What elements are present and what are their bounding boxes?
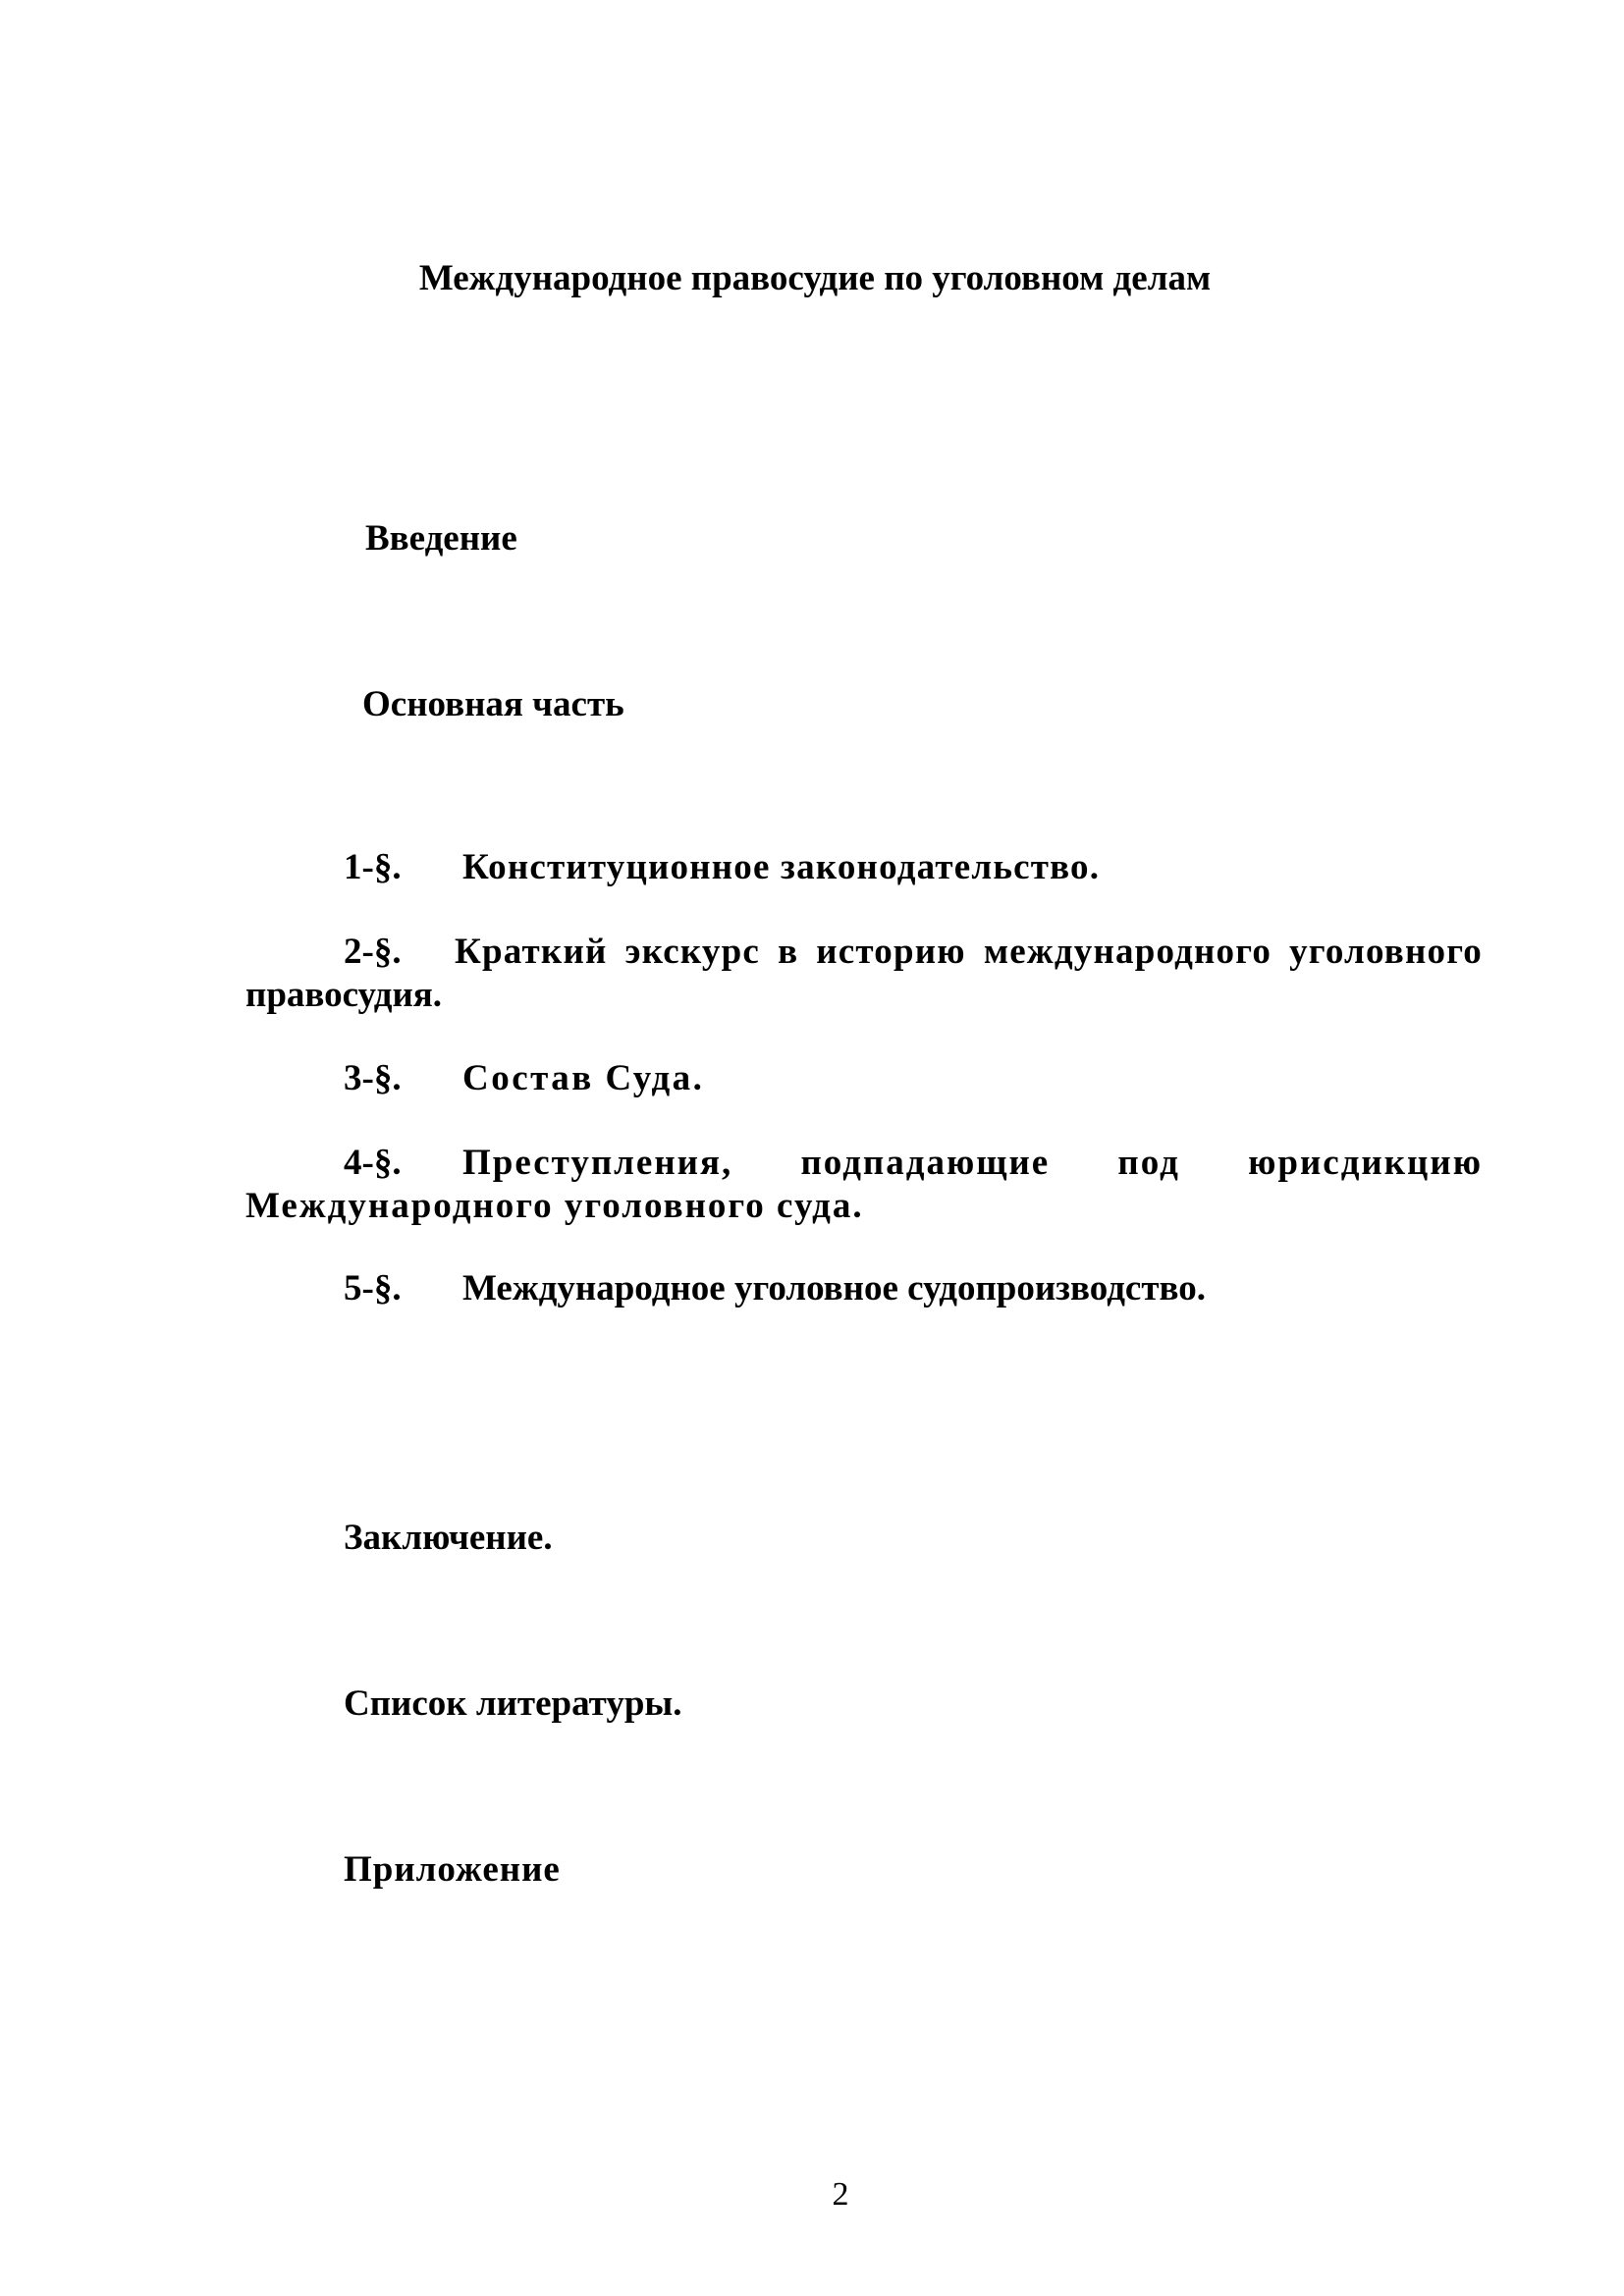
section-number: 5-§. bbox=[344, 1268, 402, 1308]
section-title-continuation: Международного уголовного суда. bbox=[245, 1186, 864, 1226]
section-number: 1-§. bbox=[344, 847, 402, 887]
document-title: Международное правосудие по уголовном делам bbox=[418, 258, 1212, 298]
section-title-continuation: правосудия. bbox=[245, 975, 443, 1015]
section-title-word: в bbox=[778, 932, 799, 972]
heading-literature: Список литературы. bbox=[344, 1683, 682, 1724]
section-title-word: Краткий bbox=[455, 932, 608, 972]
section-title-word: экскурс bbox=[624, 932, 761, 972]
heading-appendix: Приложение bbox=[344, 1849, 561, 1890]
section-title-word: историю bbox=[816, 932, 966, 972]
section-title bbox=[455, 931, 1483, 974]
section-number: 3-§. bbox=[344, 1058, 402, 1098]
section-number: 2-§. bbox=[344, 932, 402, 972]
toc-section-1 bbox=[245, 846, 1483, 889]
toc-section-5 bbox=[245, 1267, 1483, 1310]
section-title: Конституционное законодательство. bbox=[462, 847, 1101, 887]
section-title-word: юрисдикцию bbox=[1248, 1143, 1483, 1183]
toc-section-2 bbox=[245, 931, 1483, 1017]
heading-main-part: Основная часть bbox=[362, 684, 624, 724]
heading-introduction: Введение bbox=[365, 518, 517, 559]
toc-section-4 bbox=[245, 1142, 1483, 1228]
section-title-word: под bbox=[1117, 1143, 1180, 1183]
toc-section-3 bbox=[245, 1057, 1483, 1100]
page-number: 2 bbox=[832, 2176, 849, 2213]
section-title-word: уголовного bbox=[1289, 932, 1483, 972]
heading-conclusion: Заключение. bbox=[344, 1518, 553, 1558]
section-title-word: Преступления, bbox=[462, 1143, 733, 1183]
section-title-word: международного bbox=[983, 932, 1272, 972]
section-number: 4-§. bbox=[344, 1143, 402, 1183]
section-title: Международное уголовное судопроизводство. bbox=[462, 1268, 1207, 1308]
section-title bbox=[462, 1142, 1483, 1185]
section-title-word: подпадающие bbox=[800, 1143, 1051, 1183]
section-title: Состав Суда. bbox=[462, 1058, 705, 1098]
